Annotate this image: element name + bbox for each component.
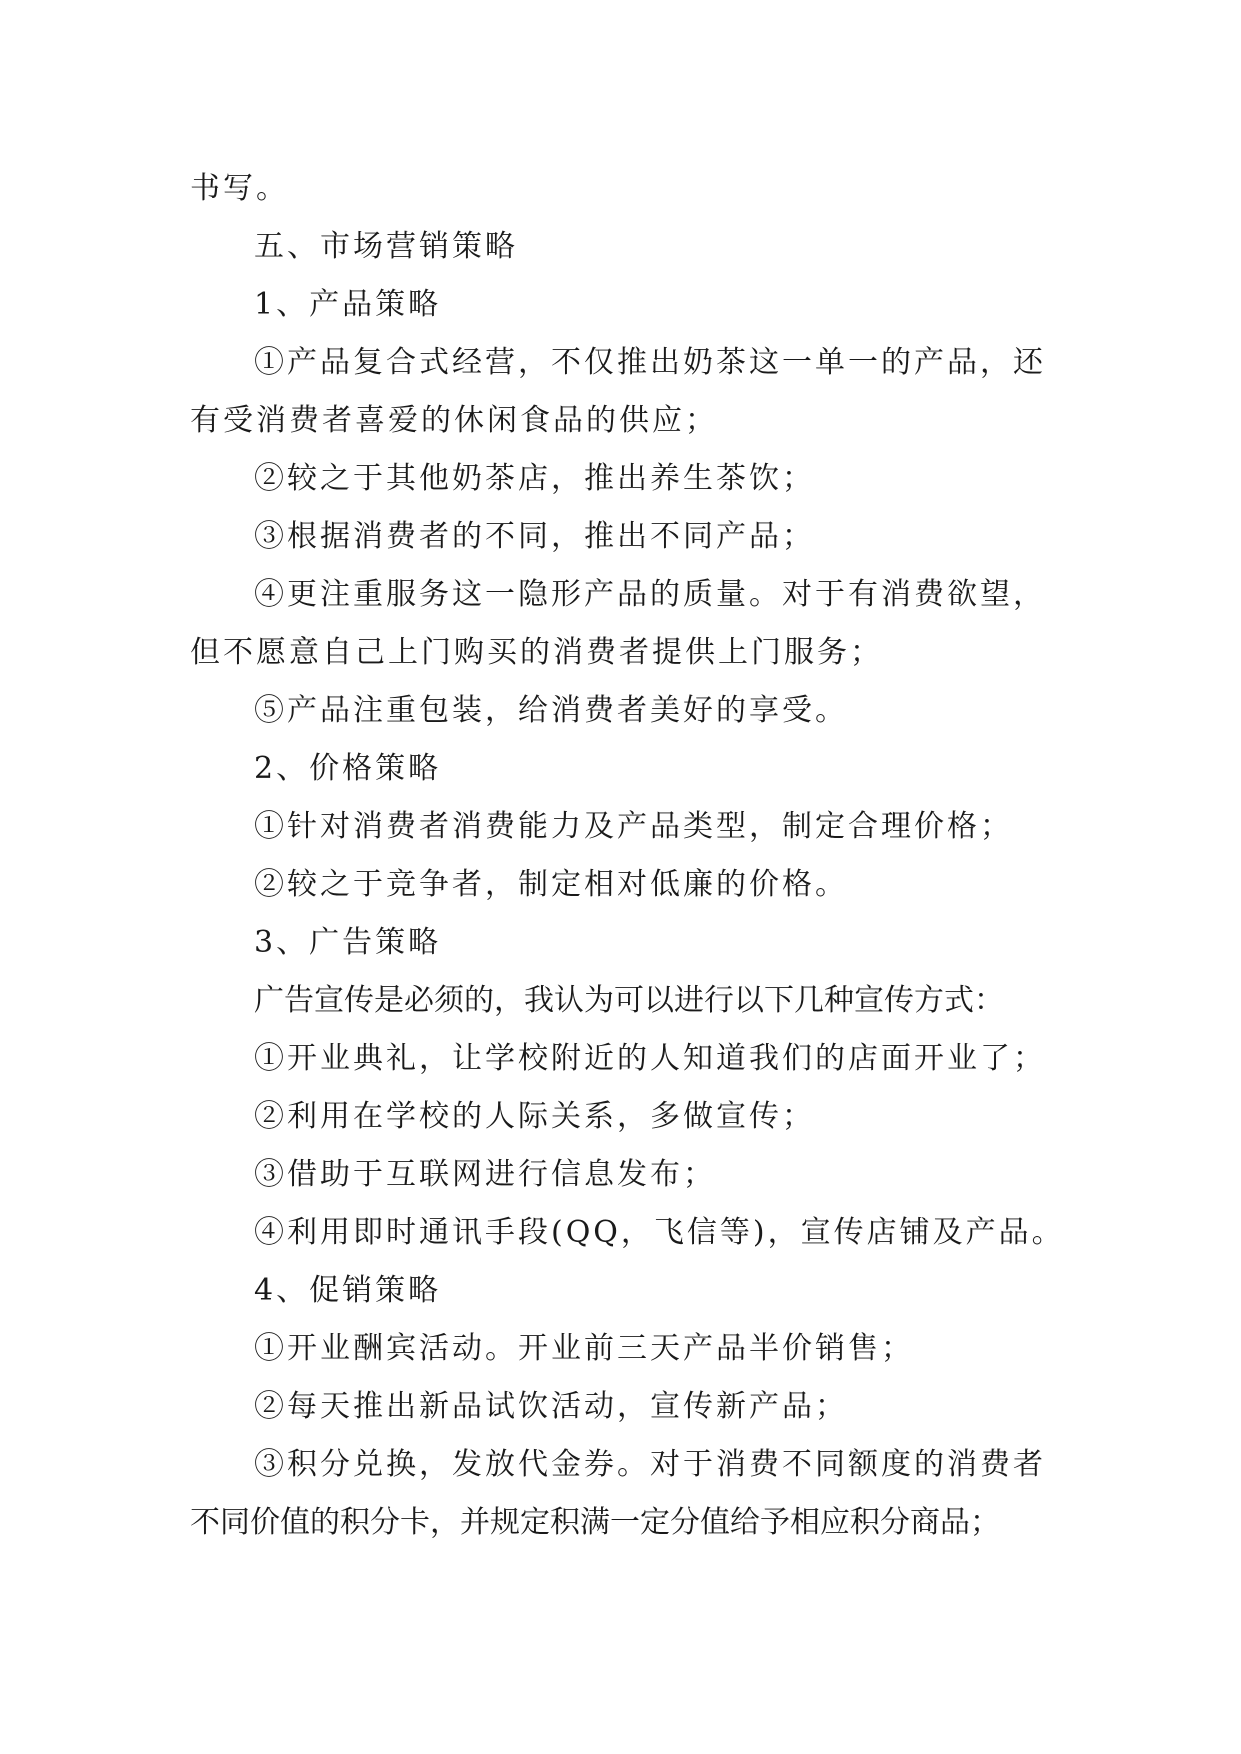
text-line: ①开业典礼，让学校附近的人知道我们的店面开业了； <box>254 1041 1046 1076</box>
text-line: ④更注重服务这一隐形产品的质量。对于有消费欲望， <box>254 577 1046 612</box>
text-line: ②利用在学校的人际关系，多做宣传； <box>254 1099 815 1134</box>
text-line: 有受消费者喜爱的休闲食品的供应； <box>190 403 718 438</box>
text-line: ③积分兑换，发放代金券。对于消费不同额度的消费者 <box>254 1447 1046 1482</box>
document-body <box>190 160 1070 1552</box>
text-line: ②每天推出新品试饮活动，宣传新产品； <box>254 1389 848 1424</box>
subsection-heading: 4、促销策略 <box>254 1273 442 1308</box>
subsection-heading: 3、广告策略 <box>254 925 442 960</box>
text-line: ①针对消费者消费能力及产品类型，制定合理价格； <box>254 809 1013 844</box>
text-line: ①开业酬宾活动。开业前三天产品半价销售； <box>254 1331 914 1366</box>
subsection-heading: 1、产品策略 <box>254 287 442 322</box>
text-line: 但不愿意自己上门购买的消费者提供上门服务； <box>190 635 883 670</box>
text-line: ①产品复合式经营，不仅推出奶茶这一单一的产品，还 <box>254 345 1046 380</box>
text-line: ②较之于竞争者，制定相对低廉的价格。 <box>254 867 848 902</box>
text-line: 不同价值的积分卡，并规定积满一定分值给予相应积分商品； <box>190 1505 1000 1540</box>
text-line: 书写。 <box>190 171 289 206</box>
text-line: ③借助于互联网进行信息发布； <box>254 1157 716 1192</box>
text-line: ⑤产品注重包装，给消费者美好的享受。 <box>254 693 848 728</box>
text-line: ②较之于其他奶茶店，推出养生茶饮； <box>254 461 815 496</box>
subsection-heading: 2、价格策略 <box>254 751 442 786</box>
text-line: ④利用即时通讯手段(QQ，飞信等)，宣传店铺及产品。 <box>254 1215 1065 1250</box>
text-line: 广告宣传是必须的，我认为可以进行以下几种宣传方式： <box>254 983 1004 1018</box>
section-heading: 五、市场营销策略 <box>254 229 518 264</box>
text-line: ③根据消费者的不同，推出不同产品； <box>254 519 815 554</box>
